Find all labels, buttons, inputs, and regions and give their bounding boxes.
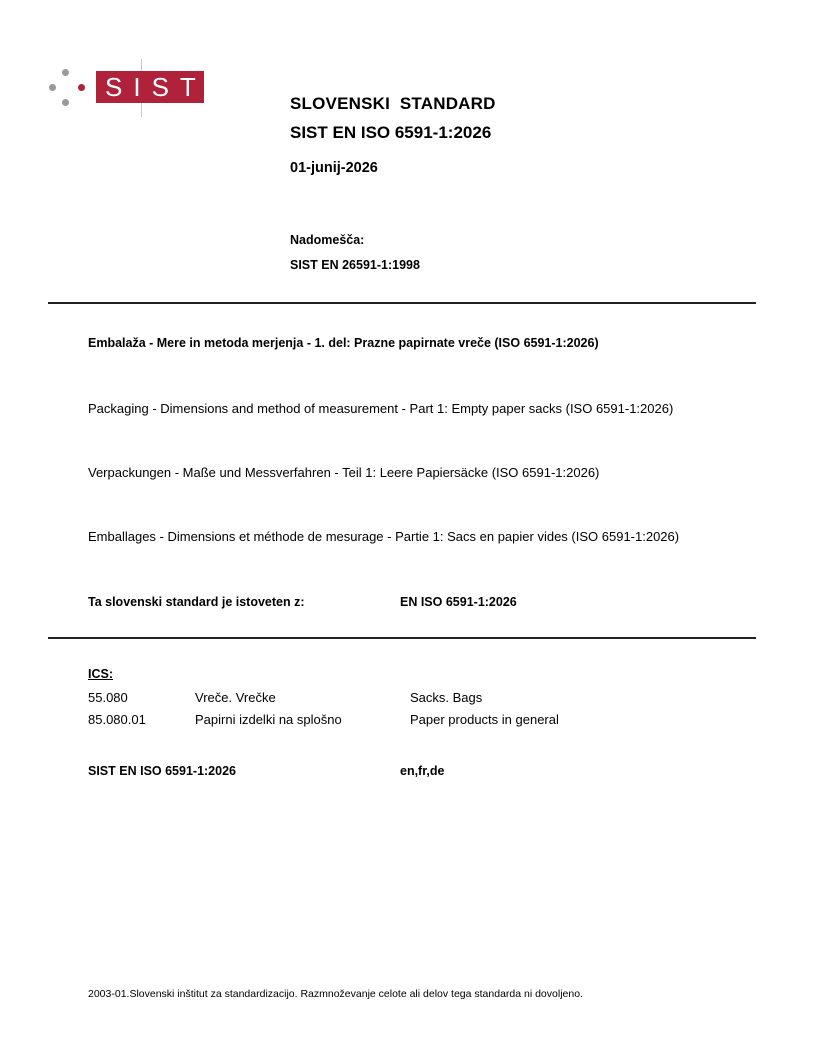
identical-value: EN ISO 6591-1:2026 — [400, 595, 517, 609]
title-slovenian: Embalaža - Mere in metoda merjenja - 1. del: Prazne papirnate vreče (ISO 6591-1:2026) — [88, 336, 599, 350]
publication-date: 01-junij-2026 — [290, 160, 378, 176]
ics-code: 55.080 — [88, 690, 128, 705]
identical-label: Ta slovenski standard je istoveten z: — [88, 595, 305, 609]
ics-description-en: Paper products in general — [410, 712, 559, 727]
logo-dot-icon — [78, 84, 85, 91]
standard-code: SIST EN ISO 6591-1:2026 — [290, 123, 492, 142]
ics-code: 85.080.01 — [88, 712, 146, 727]
ics-description-en: Sacks. Bags — [410, 690, 483, 705]
logo-dot-icon — [62, 99, 69, 106]
copyright-notice: 2003-01.Slovenski inštitut za standardizacijo. Razmnoževanje celote ali delov tega standarda ni dovoljeno. — [88, 988, 583, 1000]
ics-heading: ICS: — [88, 667, 113, 681]
divider — [48, 302, 756, 304]
logo-wordmark: SIST — [96, 71, 204, 103]
title-french: Emballages - Dimensions et méthode de mesurage - Partie 1: Sacs en papier vides (ISO 6591-1:2026) — [88, 529, 680, 544]
divider — [48, 637, 756, 639]
document-type: SLOVENSKI STANDARD — [290, 94, 496, 113]
title-english: Packaging - Dimensions and method of measurement - Part 1: Empty paper sacks (ISO 6591-1:2026) — [88, 401, 674, 416]
ics-row — [88, 712, 728, 730]
logo-dot-icon — [62, 69, 69, 76]
title-german: Verpackungen - Maße und Messverfahren - Teil 1: Leere Papiersäcke (ISO 6591-1:2026) — [88, 465, 600, 480]
footer-languages: en,fr,de — [400, 764, 445, 778]
replaces-label: Nadomešča: — [290, 233, 365, 247]
replaces-value: SIST EN 26591-1:1998 — [290, 258, 420, 272]
footer-standard-code: SIST EN ISO 6591-1:2026 — [88, 764, 236, 778]
logo-dot-icon — [49, 84, 56, 91]
ics-row — [88, 690, 728, 708]
ics-description-sl: Vreče. Vrečke — [195, 690, 276, 705]
ics-description-sl: Papirni izdelki na splošno — [195, 712, 342, 727]
